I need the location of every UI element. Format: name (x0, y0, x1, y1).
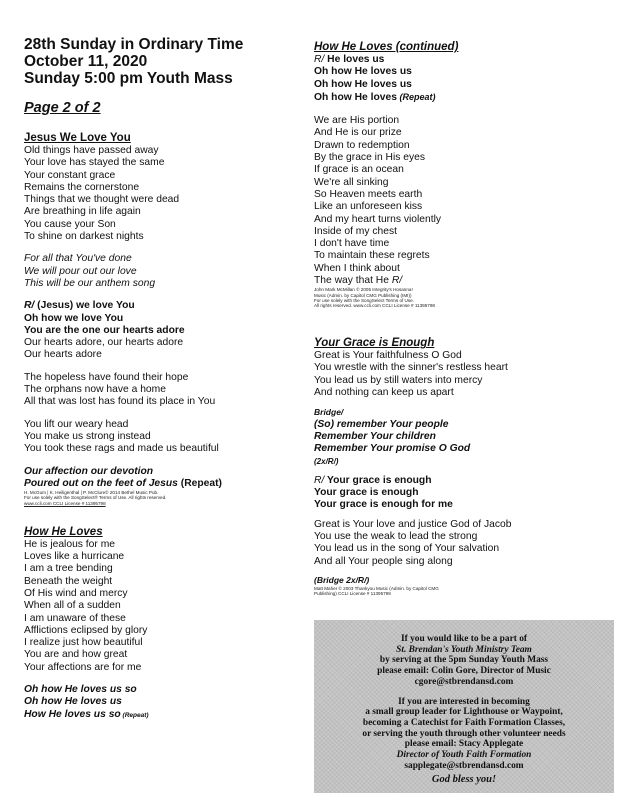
credit-line: H. McGum | K. Heiligenthal | P. McClure© 2014 Bethel Music Pub. (24, 490, 159, 496)
liturgy-date: October 11, 2020 (24, 53, 148, 70)
refrain-line: Our hearts adore, our hearts adore (24, 337, 184, 349)
refrain-line (314, 475, 620, 487)
refrain-line: You are the one our hearts adore (24, 324, 185, 336)
lyric-line: And nothing can keep us apart (314, 387, 454, 399)
lyric-line: By the grace in His eyes (314, 152, 426, 164)
bridge-line: Remember Your promise O God (314, 443, 471, 455)
repeat-marker: (Repeat) (177, 477, 222, 489)
lyric-line: And all Your people sing along (314, 555, 453, 567)
notice-line: or serving the youth through other volunteer needs (362, 728, 566, 739)
refrain-line: Your grace is enough (314, 487, 419, 499)
bridge-line: Remember Your children (314, 430, 436, 442)
refrain-marker: R/ (24, 300, 35, 312)
lyric-line: So Heaven meets earth (314, 188, 423, 200)
lyric-line: I realize just how beautiful (24, 637, 143, 649)
lyric-line: To shine on darkest nights (24, 231, 144, 243)
refrain-text: (Jesus) we love You (34, 300, 135, 312)
refrain-text: He loves us (324, 54, 385, 65)
refrain-line (314, 91, 620, 104)
refrain-line: Your grace is enough for me (314, 499, 453, 511)
repeat-marker: (Repeat) (120, 711, 149, 719)
lyric-line: Great is Your love and justice God of Jacob (314, 518, 512, 530)
lyric-line: You make us strong instead (24, 430, 151, 442)
lyric-line: Are breathing in life again (24, 206, 141, 218)
lyric-line: Your constant grace (24, 169, 116, 181)
refrain-line: Oh how He loves us (314, 66, 412, 78)
notice-line: If you are interested in becoming (398, 696, 530, 707)
notice-line: please email: Colin Gore, Director of Music (377, 666, 551, 677)
lyric-line: We will pour out our love (24, 265, 137, 277)
notice-email[interactable]: cgore@stbrendansd.com (414, 676, 514, 687)
lyric-line: Your love has stayed the same (24, 157, 165, 169)
lyric-line: You lead us in the song of Your salvation (314, 543, 500, 555)
lyric-line: Drawn to redemption (314, 139, 410, 151)
lyric-line: All that was lost has found its place in You (24, 396, 216, 408)
refrain-marker: R/ (314, 474, 325, 486)
left-column (24, 0, 306, 722)
lyric-line: Things that we thought were dead (24, 194, 180, 206)
refrain-line (314, 54, 620, 66)
lyric-line: I am a tree bending (24, 563, 113, 575)
refrain-marker: R/ (314, 54, 325, 65)
notice-line: becoming a Catechist for Faith Formation Classes, (362, 717, 566, 728)
lyric-line: Great is Your faithfulness O God (314, 350, 462, 362)
lyric-line: I don't have time (314, 238, 390, 250)
lyric-line: Old things have passed away (24, 145, 159, 156)
song-title-jesus-we-love-you: Jesus We Love You (24, 132, 131, 144)
bridge-label: Bridge/ (314, 407, 344, 418)
lyric-line: I am unaware of these (24, 612, 126, 624)
lyric-line: And He is our prize (314, 127, 402, 139)
ministry-notice-box (314, 620, 614, 793)
liturgy-title: 28th Sunday in Ordinary Time (24, 36, 244, 53)
refrain-line (24, 709, 306, 722)
credit-line: www.ccli.com CCLI License # 11395798 (24, 500, 106, 506)
notice-closing: God bless you! (431, 774, 497, 786)
refrain-marker: R/ (391, 275, 403, 287)
lyric-line: To maintain these regrets (314, 250, 430, 262)
lyric-line: You lead us by still waters into mercy (314, 374, 483, 386)
bridge-text: Poured out on the feet of Jesus (24, 477, 178, 489)
bridge-line (24, 478, 306, 490)
refrain-text: Your grace is enough (324, 474, 432, 486)
song-title-how-he-loves: How He Loves (24, 525, 103, 538)
song-title-your-grace-is-enough: Your Grace is Enough (314, 337, 435, 350)
lyric-text: The way that He (314, 275, 392, 287)
lyric-line: For all that You've done (24, 253, 132, 265)
notice-line: please email: Stacy Applegate (404, 739, 524, 750)
song-title-how-he-loves-continued: How He Loves (continued) (314, 41, 459, 53)
lyric-line: We're all sinking (314, 176, 389, 188)
lyric-line (314, 275, 620, 287)
refrain-line: Oh how we love You (24, 312, 124, 324)
credit-line: Matt Maher © 2003 Thankyou Music (Admin. by Capitol CMG (314, 586, 439, 592)
credit-line: Publishing) CCLI License # 11395798 (314, 591, 391, 597)
lyric-line: You lift our weary head (24, 418, 129, 430)
lyric-line: We are His portion (314, 115, 400, 127)
lyric-line: You took these rags and made us beautiful (24, 443, 219, 455)
page-label: Page 2 of 2 (24, 100, 101, 116)
lyric-line: The hopeless have found their hope (24, 371, 189, 383)
lyric-line: When all of a sudden (24, 600, 121, 612)
refrain-line: Oh how He loves us so (24, 684, 137, 695)
refrain-text: Oh how He loves (314, 91, 397, 103)
lyric-line: Your affections are for me (24, 661, 142, 673)
credit-line: For use solely with the SongSelect Terms of Use. (314, 297, 415, 303)
lyric-line: Like an unforeseen kiss (314, 201, 423, 213)
refrain-text: How He loves us so (24, 708, 121, 720)
notice-line: If you would like to be a part of (400, 634, 528, 644)
refrain-line: Oh how He loves us (24, 696, 122, 708)
lyric-line: Of His wind and mercy (24, 587, 128, 599)
lyric-line: You use the weak to lead the strong (314, 531, 478, 543)
credit-line: John Mark McMillan © 2005 Integrity's Hosanna! (314, 287, 413, 293)
notice-line: a small group leader for Lighthouse or Waypoint, (365, 707, 563, 718)
lyric-line: He is jealous for me (24, 538, 115, 550)
lyric-line: The orphans now have a home (24, 384, 166, 396)
bridge-line: Our affection our devotion (24, 465, 154, 477)
repeat-marker: (Repeat) (396, 91, 436, 102)
lyric-line: When I think about (314, 262, 400, 274)
refrain-line: Our hearts adore (24, 349, 102, 361)
bridge-line: (So) remember Your people (314, 418, 449, 430)
credit-line: For use solely with the SongSelect® Terms of Use. All rights reserved. (24, 495, 167, 501)
credit-line: All rights reserved. www.ccli.com CCLI License # 11395798 (314, 302, 435, 308)
lyric-line: Inside of my chest (314, 225, 397, 237)
lyric-line: And my heart turns violently (314, 213, 442, 225)
refrain-line: Oh how He loves us (314, 78, 412, 90)
notice-line: Director of Youth Faith Formation (396, 750, 532, 761)
notice-line: by serving at the 5pm Sunday Youth Mass (379, 655, 549, 666)
lyric-line: Loves like a hurricane (24, 551, 125, 563)
bridge-count: (2x/R/) (314, 456, 339, 466)
bridge-end: (Bridge 2x/R/) (314, 574, 370, 585)
lyric-line: Afflictions eclipsed by glory (24, 624, 148, 636)
lyric-line: You are and how great (24, 649, 128, 661)
lyric-line: You cause your Son (24, 218, 116, 230)
credit-line: Music (Admin. by Capitol CMG Publishing (IMI)) (314, 292, 412, 298)
right-column (314, 0, 620, 597)
lyric-line: Beneath the weight (24, 575, 113, 587)
notice-line: St. Brendan's Youth Ministry Team (396, 644, 532, 655)
lyric-line: If grace is an ocean (314, 164, 404, 176)
notice-email[interactable]: sapplegate@stbrendansd.com (404, 760, 524, 771)
lyric-line: You wrestle with the sinner's restless heart (314, 362, 508, 374)
refrain-line (24, 300, 306, 312)
mass-time: Sunday 5:00 pm Youth Mass (24, 70, 233, 87)
lyric-line: This will be our anthem song (24, 277, 156, 289)
lyric-line: Remains the cornerstone (24, 181, 140, 193)
